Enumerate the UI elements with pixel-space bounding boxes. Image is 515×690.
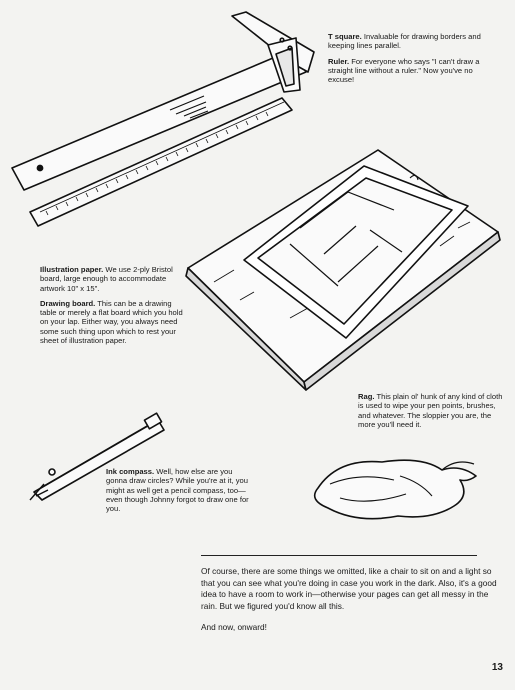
ruler-caption: [328, 57, 488, 85]
tsquare-text: Invaluable for drawing borders and keeping lines parallel.: [328, 32, 481, 51]
drawing-board-text: This can be a drawing table or merely a flat board which you hold on your lap. Either way, you always need some such thing upon which to rest your sheet of illustration paper.: [40, 298, 183, 346]
caption-group-rag: [358, 392, 506, 435]
caption-group-compass: [106, 467, 252, 519]
drawing-board-heading: Drawing board.: [40, 298, 96, 308]
drawing-board-caption: [40, 299, 186, 345]
ink-compass-caption: [106, 467, 252, 513]
ink-compass-text: Well, how else are you gonna draw circles? While you're at it, you might as well get a pencil compass, too—even though Johnny forgot to draw one for you.: [106, 467, 249, 514]
illustration-paper-heading: Illustration paper.: [40, 265, 104, 274]
rag-illustration: [315, 460, 476, 518]
closing-paragraph-1: Of course, there are some things we omitted, like a chair to sit on and a light so that you can see what you're doing in case you work in the dark. Also, it's a good idea to have a room to work in—otherwise your pages can get all messy in the rain. But we figured you'd know all this.: [201, 566, 497, 611]
caption-group-left: [40, 265, 186, 351]
rag-caption: [358, 392, 506, 429]
caption-group-top: [328, 32, 488, 90]
divider-rule: [201, 555, 477, 556]
tsquare-heading: T square.: [328, 32, 362, 41]
rag-text: This plain ol' hunk of any kind of cloth is used to wipe your pen points, brushes, and whatever. The sloppier you are, the more you'll need it.: [358, 392, 503, 429]
ruler-text: For everyone who says "I can't draw a straight line without a ruler." Now you've no excuse!: [328, 56, 480, 85]
closing-paragraph-2: And now, onward!: [201, 622, 267, 633]
illustration-paper-text: We use 2-ply Bristol board, large enough to accommodate artwork 10" x 15".: [40, 265, 173, 293]
ink-compass-heading: Ink compass.: [106, 467, 155, 476]
illustration-paper-caption: [40, 265, 186, 293]
rag-heading: Rag.: [358, 392, 375, 401]
ruler-heading: Ruler.: [328, 56, 350, 66]
page-number: 13: [491, 662, 503, 673]
closing-text: [201, 566, 501, 644]
tsquare-caption: [328, 32, 488, 51]
